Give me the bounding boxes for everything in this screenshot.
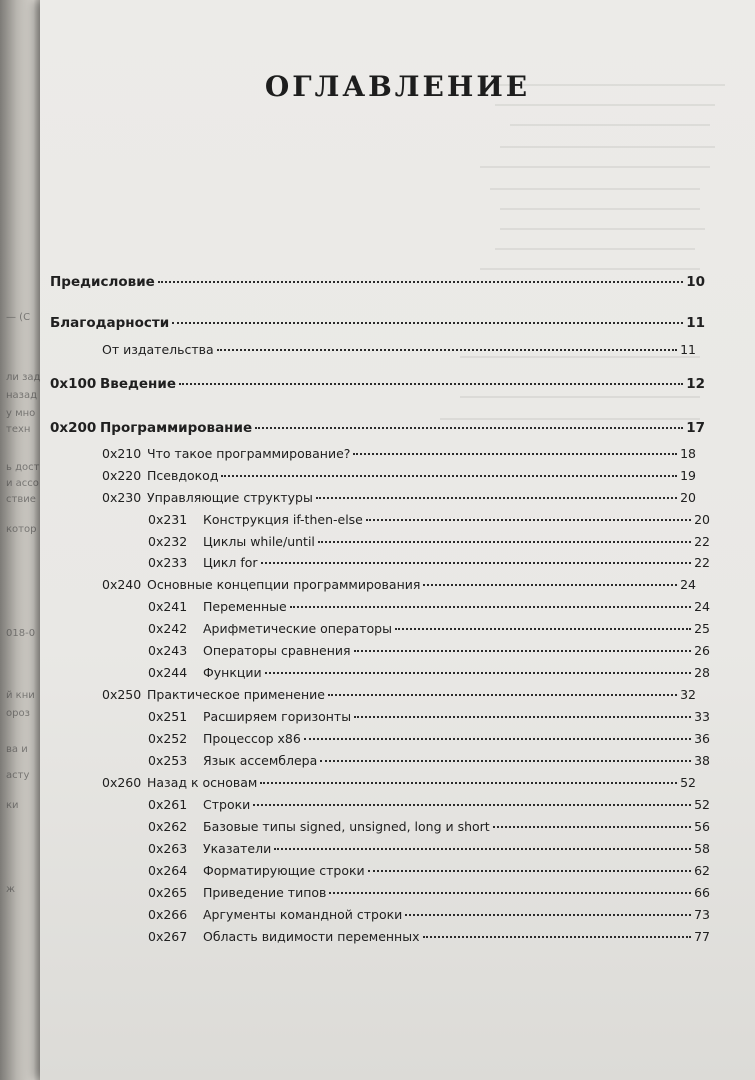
- toc-entry-page: 20: [680, 490, 696, 505]
- dot-leader: [320, 760, 691, 762]
- book-page: [40, 0, 755, 1080]
- spine-fragment: ва и: [6, 744, 28, 755]
- toc-entry-title: Расширяем горизонты: [203, 709, 352, 724]
- spine-fragment: котор: [6, 524, 37, 535]
- toc-entry-page: 20: [694, 512, 710, 527]
- toc-entry: [102, 579, 696, 592]
- toc-entry: [148, 733, 710, 746]
- toc-entry-title: Арифметические операторы: [203, 621, 392, 636]
- toc-entry-number: 0x231: [148, 512, 188, 527]
- spine-fragment: ороз: [6, 708, 30, 719]
- toc-entry-title: Практическое применение: [147, 687, 325, 702]
- toc-entry: [102, 470, 696, 483]
- dot-leader: [354, 650, 692, 652]
- spine-fragment: — (С: [6, 312, 31, 323]
- toc-entry-page: 52: [680, 775, 696, 790]
- toc-entry-page: 22: [694, 534, 710, 549]
- toc-entry-page: 18: [680, 446, 696, 461]
- toc-entry-page: 33: [694, 709, 710, 724]
- toc-entry: [148, 514, 710, 527]
- toc-entry-number: 0x252: [148, 731, 188, 746]
- toc-entry: [148, 755, 710, 768]
- toc-entry-title: Конструкция if-then-else: [203, 512, 363, 527]
- spine-fragment: техн: [6, 424, 31, 435]
- toc-entry-title: Указатели: [203, 841, 272, 856]
- spine-fragment: й кни: [6, 690, 35, 701]
- toc-entry-number: 0x266: [148, 907, 188, 922]
- toc-entry: [148, 711, 710, 724]
- spine-fragment: 018-0: [6, 628, 36, 639]
- toc-entry-title: Операторы сравнения: [203, 643, 351, 658]
- toc-entry-page: 28: [694, 665, 710, 680]
- dot-leader: [405, 914, 691, 916]
- toc-entry-number: 0x265: [148, 885, 188, 900]
- toc-entry-number: 0x244: [148, 665, 188, 680]
- toc-entry-title: От издательства: [102, 342, 214, 357]
- toc-entry-number: 0x260: [102, 775, 142, 790]
- dot-leader: [318, 541, 691, 543]
- spine-fragment: ь дост: [6, 462, 40, 473]
- toc-entry-title: Строки: [203, 797, 251, 812]
- toc-entry: [148, 865, 710, 878]
- dot-leader: [328, 694, 677, 696]
- toc-entry: [148, 931, 710, 944]
- toc-entry-title: Предисловие: [50, 274, 155, 290]
- toc-entry: [50, 422, 705, 436]
- toc-entry-page: 22: [694, 555, 710, 570]
- toc-entry-page: 66: [694, 885, 710, 900]
- toc-entry-number: 0x242: [148, 621, 188, 636]
- toc-entry-number: 0x263: [148, 841, 188, 856]
- dot-leader: [265, 672, 691, 674]
- toc-entry-page: 24: [694, 599, 710, 614]
- spine-fragment: асту: [6, 770, 30, 781]
- toc-entry-title: Назад к основам: [147, 775, 258, 790]
- toc-entry-page: 52: [694, 797, 710, 812]
- spine-fragment: ки: [6, 800, 19, 811]
- table-of-contents: [40, 0, 755, 1080]
- toc-entry-page: 58: [694, 841, 710, 856]
- toc-entry-title: Приведение типов: [203, 885, 327, 900]
- toc-entry-title: Базовые типы signed, unsigned, long и short: [203, 819, 490, 834]
- spine-fragment: назад: [6, 390, 38, 401]
- dot-leader: [316, 497, 677, 499]
- toc-entry-number: 0x240: [102, 577, 142, 592]
- dot-leader: [221, 475, 677, 477]
- toc-entry: [102, 492, 696, 505]
- toc-entry-title: Процессор x86: [203, 731, 301, 746]
- toc-entry-title: Что такое программирование?: [147, 446, 351, 461]
- toc-entry-title: Переменные: [203, 599, 287, 614]
- toc-entry-number: 0x220: [102, 468, 142, 483]
- dot-leader: [253, 804, 691, 806]
- dot-leader: [423, 936, 692, 938]
- toc-entry: [50, 378, 705, 392]
- toc-entry-number: 0x100: [50, 376, 97, 392]
- toc-entry-title: Форматирующие строки: [203, 863, 365, 878]
- toc-entry: [102, 448, 696, 461]
- toc-entry-title: Функции: [203, 665, 262, 680]
- toc-entry-number: 0x253: [148, 753, 188, 768]
- spine-fragment: и ассо: [6, 478, 39, 489]
- toc-entry-title: Аргументы командной строки: [203, 907, 403, 922]
- spine-fragment: ли зад: [6, 372, 41, 383]
- toc-entry-number: 0x210: [102, 446, 142, 461]
- toc-entry: [148, 623, 710, 636]
- toc-entry: [102, 777, 696, 790]
- spine-fragment: у мно: [6, 408, 36, 419]
- toc-entry-number: 0x200: [50, 420, 97, 436]
- toc-entry: [148, 601, 710, 614]
- toc-entry: [148, 557, 710, 570]
- dot-leader: [261, 562, 692, 564]
- dot-leader: [290, 606, 691, 608]
- toc-entry: [50, 317, 705, 331]
- toc-entry: [102, 344, 696, 357]
- toc-entry: [148, 667, 710, 680]
- spine-fragment: ствие: [6, 494, 36, 505]
- toc-entry-page: 11: [680, 342, 696, 357]
- toc-entry: [148, 799, 710, 812]
- toc-entry-title: Введение: [100, 376, 176, 392]
- page-title: ОГЛАВЛЕНИЕ: [264, 70, 531, 103]
- dot-leader: [304, 738, 691, 740]
- dot-leader: [274, 848, 691, 850]
- toc-entry-title: Программирование: [100, 420, 253, 436]
- dot-leader: [493, 826, 691, 828]
- toc-entry: [148, 887, 710, 900]
- toc-entry-page: 10: [686, 274, 705, 290]
- toc-entry-page: 77: [694, 929, 710, 944]
- toc-entry-page: 24: [680, 577, 696, 592]
- toc-entry-page: 26: [694, 643, 710, 658]
- dot-leader: [329, 892, 691, 894]
- toc-entry-page: 25: [694, 621, 710, 636]
- dot-leader: [353, 453, 677, 455]
- toc-entry-title: Благодарности: [50, 315, 170, 331]
- dot-leader: [368, 870, 691, 872]
- toc-entry-page: 56: [694, 819, 710, 834]
- toc-entry: [148, 843, 710, 856]
- toc-entry-title: Цикл for: [203, 555, 258, 570]
- toc-entry-number: 0x251: [148, 709, 188, 724]
- toc-entry-title: Язык ассемблера: [203, 753, 318, 768]
- dot-leader: [172, 322, 683, 324]
- toc-entry: [148, 645, 710, 658]
- dot-leader: [354, 716, 691, 718]
- toc-entry-page: 32: [680, 687, 696, 702]
- dot-leader: [158, 281, 683, 283]
- toc-entry: [148, 909, 710, 922]
- toc-entry-title: Основные концепции программирования: [147, 577, 421, 592]
- toc-entry-page: 19: [680, 468, 696, 483]
- toc-entry-page: 36: [694, 731, 710, 746]
- dot-leader: [260, 782, 677, 784]
- toc-entry-title: Область видимости переменных: [203, 929, 420, 944]
- toc-entry-number: 0x230: [102, 490, 142, 505]
- toc-entry-number: 0x243: [148, 643, 188, 658]
- toc-entry-title: Циклы while/until: [203, 534, 315, 549]
- toc-entry: [50, 276, 705, 290]
- dot-leader: [217, 349, 677, 351]
- dot-leader: [423, 584, 677, 586]
- toc-entry-number: 0x233: [148, 555, 188, 570]
- toc-entry-page: 17: [686, 420, 705, 436]
- toc-entry-number: 0x250: [102, 687, 142, 702]
- toc-entry-title: Управляющие структуры: [147, 490, 313, 505]
- toc-entry: [148, 821, 710, 834]
- toc-entry-number: 0x264: [148, 863, 188, 878]
- toc-entry-number: 0x261: [148, 797, 188, 812]
- dot-leader: [255, 427, 683, 429]
- toc-entry-page: 62: [694, 863, 710, 878]
- toc-entry-number: 0x241: [148, 599, 188, 614]
- toc-entry-page: 73: [694, 907, 710, 922]
- dot-leader: [395, 628, 691, 630]
- toc-entry-number: 0x262: [148, 819, 188, 834]
- toc-entry: [102, 689, 696, 702]
- toc-entry: [148, 536, 710, 549]
- toc-entry-page: 12: [686, 376, 705, 392]
- dot-leader: [366, 519, 691, 521]
- spine-fragment: ж: [6, 884, 16, 895]
- toc-entry-number: 0x232: [148, 534, 188, 549]
- toc-entry-page: 11: [686, 315, 705, 331]
- toc-entry-page: 38: [694, 753, 710, 768]
- toc-entry-number: 0x267: [148, 929, 188, 944]
- toc-entry-title: Псевдокод: [147, 468, 219, 483]
- dot-leader: [179, 383, 683, 385]
